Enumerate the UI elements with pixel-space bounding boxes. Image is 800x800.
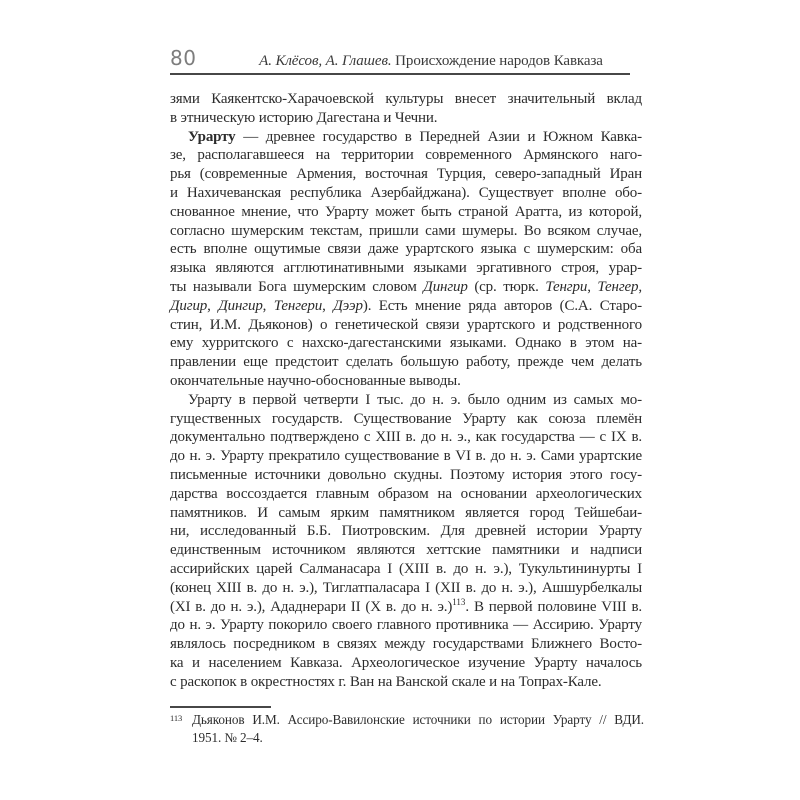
body-line [170,372,642,391]
body-line [170,109,642,128]
text-segment: языка являются агглютинативными языками эргативного строя, урар- [170,260,642,277]
text-segment: рья (современные Армения, восточная Турция, северо-западный Иран [170,166,642,183]
text-segment: являлось посредником в связях между государствами Ближнего Восто- [170,636,642,653]
paragraph [170,90,642,128]
running-header-title [232,53,630,70]
text-segment: документально подтверждено с XIII в. до н. э., как государства — с IX в. [170,429,642,446]
text-segment: до н. э. Урарту покорило своего главного противника — Ассирию. Урарту [170,617,642,634]
body-line [170,635,642,654]
body-line [170,391,642,410]
body-line [170,240,642,259]
text-segment: . В первой половине VIII в. [465,598,642,615]
text-segment: есть вполне ощутимые связи даже урартского языка с шумерским: оба [170,241,642,258]
footnote [170,711,644,747]
body-text [170,90,642,692]
body-line [170,410,642,429]
text-segment: , [587,278,598,295]
body-line [170,203,642,222]
body-line [170,504,642,523]
body-line [170,184,642,203]
body-line [170,259,642,278]
text-segment: Урарту в первой четверти I тыс. до н. э. было одним из самых мо- [188,391,642,408]
body-line [170,90,642,109]
text-segment: ни, исследованный Б.Б. Пиотровским. Для древней истории Урарту [170,523,642,540]
footnote-line [170,729,644,747]
header-rule [170,73,630,75]
text-segment: снованное мнение, что Урарту может быть страной Аратта, из которой, [170,203,642,220]
body-line [170,466,642,485]
text-segment: , [638,278,643,295]
page-number: 80 [170,46,197,70]
text-segment: Тенгри [545,278,588,295]
text-segment: (XI в. до н. э.), Ададнерари II (X в. до н. э.) [170,598,453,615]
body-line [170,447,642,466]
text-segment: ка и населением Кавказа. Археологическое изучение Урарту началось [170,654,642,671]
text-segment: и Нахичеванская республика Азербайджана). Существует вполне обо- [170,184,642,201]
footnote-reference: 113 [452,596,466,607]
text-segment: Дьяконов И.М. Ассиро-Вавилонские источники по истории Урарту // ВДИ. [192,712,644,727]
running-header [170,46,630,70]
text-segment: в этническую историю Дагестана и Чечни. [170,109,438,126]
text-segment: окончательные научно-обоснованные выводы. [170,372,461,389]
body-line [170,353,642,372]
body-line [170,222,642,241]
body-line [170,654,642,673]
body-line [170,278,642,297]
text-segment: , [322,297,334,314]
text-segment: зе, располагавшееся на территории современного Армянского наго- [170,147,642,164]
body-line [170,428,642,447]
text-segment: ему хурритского с нахско-дагестанскими языками. Однако в этом на- [170,335,642,352]
body-line [170,334,642,353]
text-segment: ассирийских царей Салманасара I (XIII в. до н. э.), Тукультининурты I [170,560,642,577]
body-line [170,128,642,147]
body-line [170,579,642,598]
body-line [170,616,642,635]
text-segment: , [207,297,219,314]
text-segment: , [262,297,274,314]
text-segment: стин, И.М. Дьяконов) о генетической связи урартского и родственного [170,316,642,333]
text-segment: Тенгер [597,278,639,295]
text-segment: Урарту [188,128,236,145]
text-segment: (конец XIII в. до н. э.), Тиглатпаласара I (XII в. до н. э.), Ашшурбелкалы [170,579,642,596]
body-line [170,673,642,692]
text-segment: единственным источником являются хеттские памятники и надписи [170,542,642,559]
paragraph [170,391,642,692]
text-segment: письменные источники довольно скудны. Поэтому история этого госу- [170,466,642,483]
text-segment: Дээр [333,297,363,314]
text-segment: (ср. тюрк. [467,278,546,295]
text-segment: правлении еще предстоит сделать большую работу, прежде чем делать [170,354,642,371]
text-segment: дарства воссоздается главным образом на основании археологических [170,485,642,502]
body-line [170,297,642,316]
text-segment: памятников. И самым ярким памятником является город Тейшебаи- [170,504,642,521]
body-line [170,541,642,560]
footnote-marker: 113 [170,713,183,723]
body-line [170,598,642,617]
body-line [170,316,642,335]
body-line [170,485,642,504]
body-line [170,165,642,184]
text-segment: — древнее государство в Передней Азии и Южном Кавка- [235,128,642,145]
text-segment: Дигир [170,297,208,314]
footnote-line [170,711,644,729]
text-segment: Дингир [423,278,468,295]
body-line [170,522,642,541]
text-segment: зями Каякентско-Харачоевской культуры внесет значительный вклад [170,91,642,107]
text-segment: гущественных государств. Существование Урарту как союза племён [170,410,642,427]
text-segment: согласно шумерским текстам, пришли сами шумеры. Во всяком случае, [170,222,642,239]
text-segment: Дингир [218,297,263,314]
text-segment: ты называли Бога шумерским словом [170,278,424,295]
body-line [170,560,642,579]
text-segment: до н. э. Урарту прекратило существование в VI в. до н. э. Сами урартские [170,448,642,465]
text-segment: с раскопок в окрестностях г. Ван на Ванской скале и на Топрах-Кале. [170,673,602,690]
text-segment: Тенгери [273,297,323,314]
header-authors: А. Клёсов, А. Глашев. [259,53,392,69]
body-line [170,146,642,165]
header-book-title: Происхождение народов Кавказа [391,53,603,69]
text-segment: 1951. № 2–4. [192,730,263,746]
footnote-rule [170,706,271,708]
text-segment: ). Есть мнение ряда авторов (С.А. Старо- [362,297,642,314]
paragraph [170,128,642,391]
